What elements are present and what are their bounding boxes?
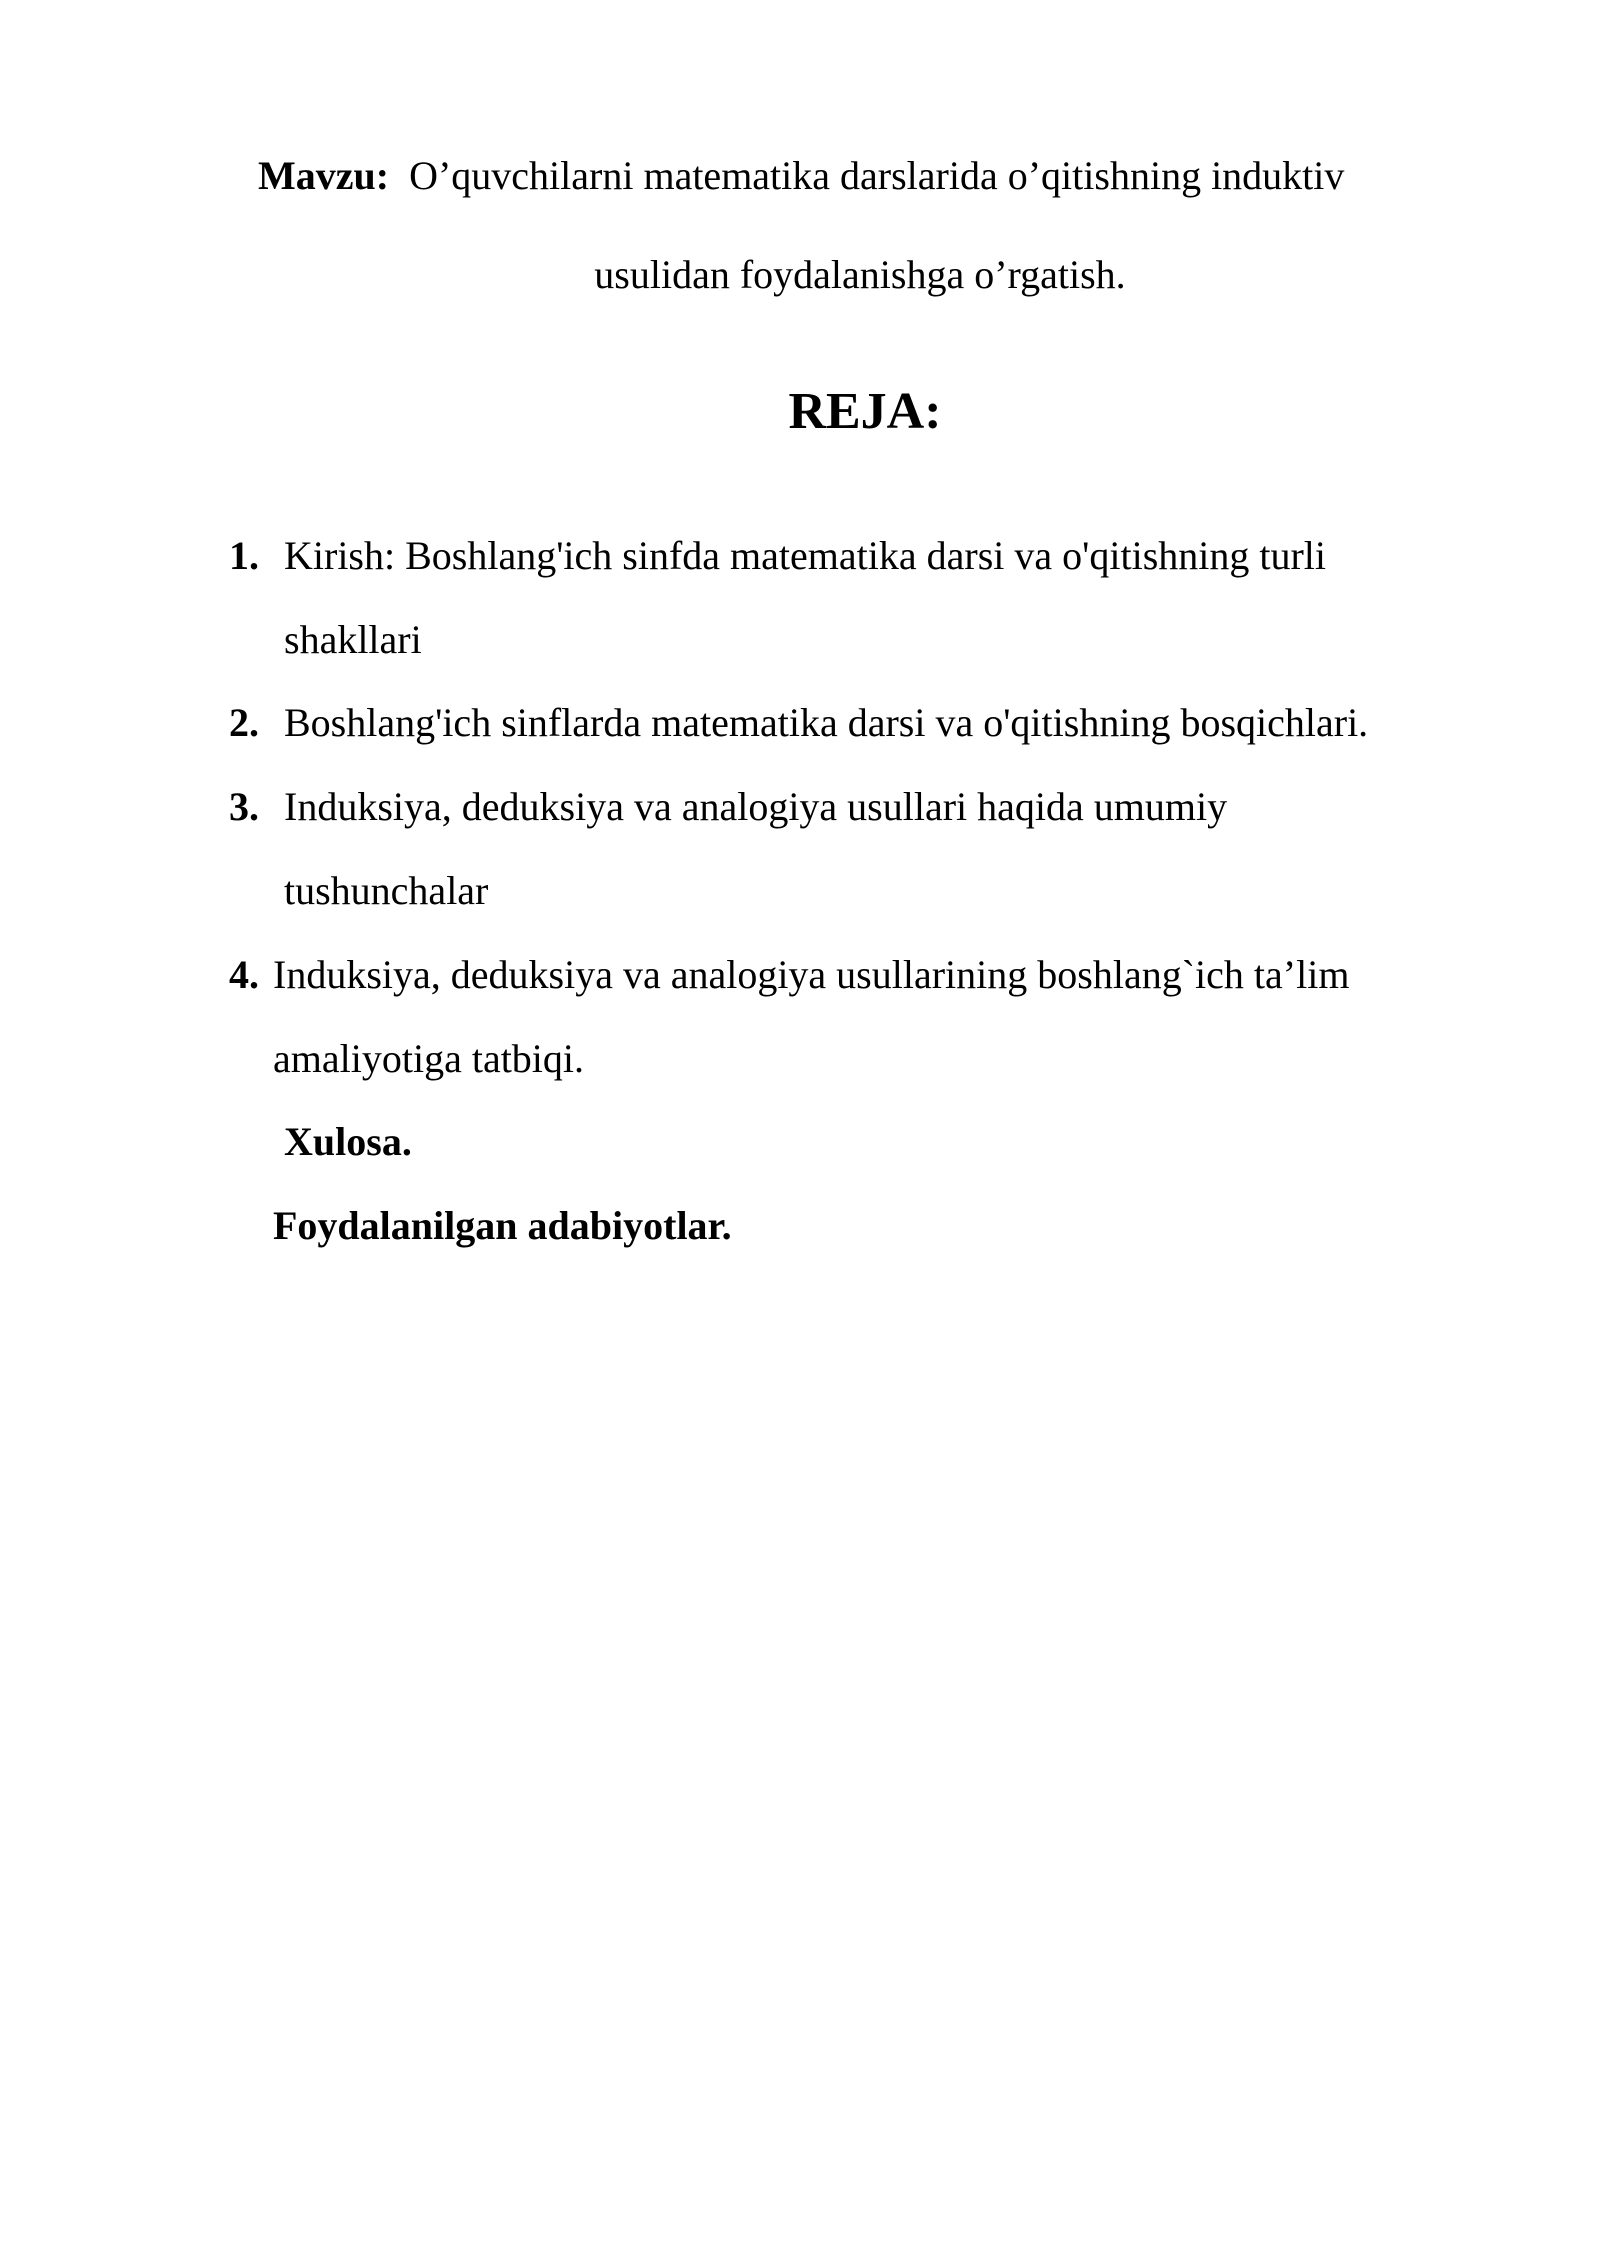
topic-label: Mavzu:: [258, 153, 390, 198]
topic-text-line-2: usulidan foydalanishga o’rgatish.: [594, 252, 1126, 297]
plan-item-4-line-1: Induksiya, deduksiya va analogiya usullarining boshlang`ich ta’lim: [273, 952, 1350, 997]
plan-item-3-line-1: Induksiya, deduksiya va analogiya usullari haqida umumiy: [284, 784, 1228, 829]
plan-item-4: [229, 950, 259, 1000]
plan-item-number: 2.: [229, 700, 259, 745]
conclusion-heading: Xulosa.: [284, 1119, 412, 1164]
plan-item-1: [229, 531, 259, 581]
topic-line-2: [0, 250, 1600, 300]
plan-item-4-line-2: amaliyotiga tatbiqi.: [273, 1036, 585, 1081]
plan-item-number: 3.: [229, 784, 259, 829]
topic-line-1: [258, 151, 1344, 201]
plan-item-3: [229, 782, 259, 832]
plan-item-number: 1.: [229, 533, 259, 578]
references-heading: Foydalanilgan adabiyotlar.: [273, 1203, 732, 1248]
plan-heading: REJA:: [788, 383, 942, 440]
plan-item-1-line-1: Kirish: Boshlang'ich sinfda matematika darsi va o'qitishning turli: [284, 533, 1327, 578]
plan-item-number: 4.: [229, 952, 259, 997]
plan-item-1-line-2: shakllari: [284, 617, 422, 662]
topic-text-line-1: O’quvchilarni matematika darslarida o’qitishning induktiv: [409, 153, 1345, 198]
plan-item-3-line-2: tushunchalar: [284, 868, 489, 913]
plan-item-2-line-1: Boshlang'ich sinflarda matematika darsi va o'qitishning bosqichlari.: [284, 700, 1369, 745]
plan-item-2: [229, 698, 259, 748]
